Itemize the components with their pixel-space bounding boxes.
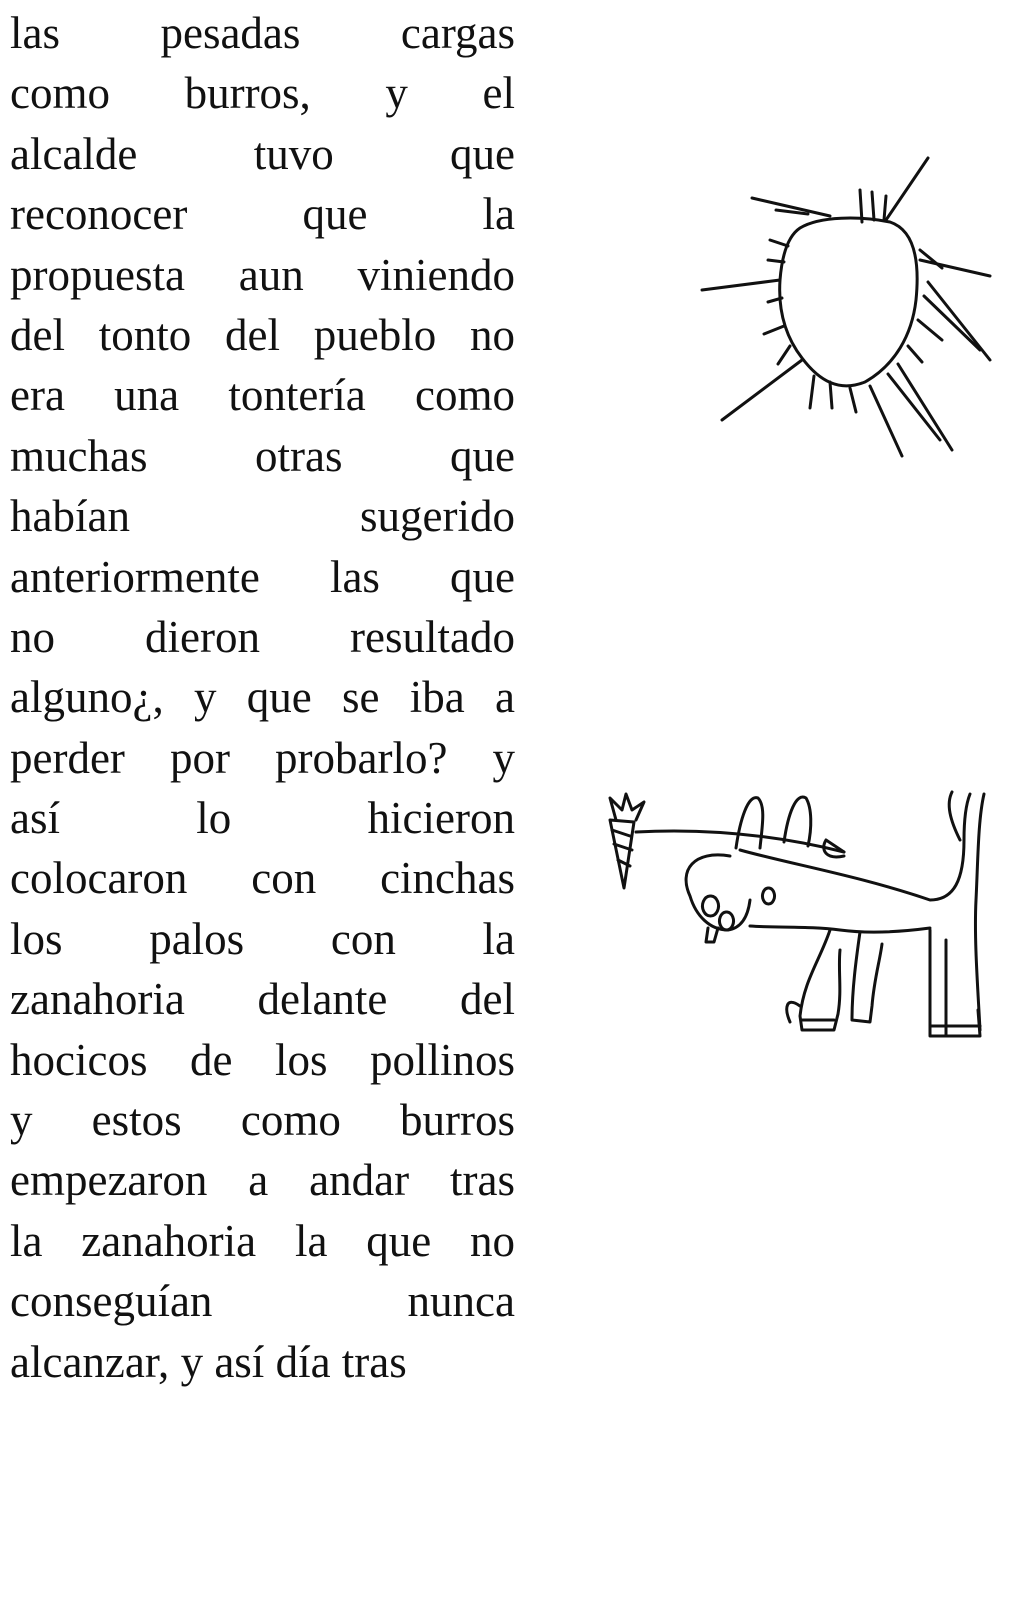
word: pueblo <box>313 309 437 360</box>
text-line <box>10 610 515 670</box>
text-line <box>10 368 515 428</box>
word: burros, <box>184 68 311 119</box>
word: que <box>450 128 515 179</box>
word: tras <box>449 1155 515 1206</box>
word: las <box>10 8 60 58</box>
word: tontería <box>228 370 366 421</box>
word: conseguían <box>10 1276 213 1327</box>
word: la <box>482 913 515 964</box>
word: delante <box>257 974 388 1025</box>
text-line <box>10 972 515 1032</box>
text-line <box>10 791 515 851</box>
word: y <box>492 732 515 783</box>
word: así <box>10 793 60 844</box>
text-line <box>10 248 515 308</box>
word: tuvo <box>253 128 334 179</box>
word: anteriormente <box>10 551 260 602</box>
word: habían <box>10 491 130 542</box>
word: lo <box>196 793 232 844</box>
word: resultado <box>350 611 515 662</box>
word: no <box>469 1215 515 1266</box>
word: nunca <box>407 1276 515 1327</box>
word: del <box>460 974 515 1025</box>
donkey-with-carrot-icon <box>590 780 1010 1070</box>
word: probarlo? <box>275 732 448 783</box>
text-line <box>10 851 515 911</box>
word: las <box>329 551 380 602</box>
word: que <box>450 551 515 602</box>
word: muchas <box>10 430 148 481</box>
text-line <box>10 1274 515 1334</box>
word: zanahoria <box>81 1215 257 1266</box>
text-line <box>10 550 515 610</box>
word: de <box>189 1034 233 1085</box>
text-line <box>10 66 515 126</box>
word: burros <box>400 1095 515 1146</box>
word: propuesta <box>10 249 185 300</box>
word: otras <box>255 430 343 481</box>
text-line <box>10 1033 515 1093</box>
word: la <box>482 189 515 240</box>
word: pollinos <box>369 1034 515 1085</box>
word: zanahoria <box>10 974 185 1025</box>
text-line <box>10 187 515 247</box>
word: la <box>10 1215 43 1266</box>
word: tras <box>341 1336 407 1387</box>
word: aun <box>238 249 304 300</box>
word: y <box>385 68 408 119</box>
text-line <box>10 670 515 730</box>
word: cinchas <box>380 853 515 904</box>
word: viniendo <box>357 249 515 300</box>
word: del <box>10 309 65 360</box>
word: que <box>450 430 515 481</box>
sun-icon <box>690 150 1010 470</box>
text-line <box>10 127 515 187</box>
text-line <box>10 308 515 368</box>
word: alcanzar, <box>10 1336 170 1387</box>
word: empezaron <box>10 1155 208 1206</box>
text-line <box>10 429 515 489</box>
word: por <box>169 732 230 783</box>
text-line <box>10 1153 515 1213</box>
word: a <box>495 672 515 723</box>
text-line <box>10 912 515 972</box>
word: a <box>248 1155 269 1206</box>
text-line <box>10 1214 515 1274</box>
word: la <box>294 1215 328 1266</box>
word: con <box>330 913 396 964</box>
text-line <box>10 489 515 549</box>
word: palos <box>149 913 245 964</box>
word: tonto <box>98 309 192 360</box>
story-text <box>10 6 515 1395</box>
word: hocicos <box>10 1034 148 1085</box>
word: perder <box>10 732 125 783</box>
word: y <box>10 1095 33 1146</box>
word: era <box>10 370 65 421</box>
word: colocaron <box>10 853 188 904</box>
word: día <box>275 1336 331 1387</box>
word: alcalde <box>10 128 138 179</box>
word: reconocer <box>10 189 188 240</box>
word: como <box>240 1095 341 1146</box>
word: se <box>341 672 380 723</box>
word: estos <box>91 1095 182 1146</box>
word: alguno¿, <box>10 672 164 723</box>
word: los <box>274 1034 328 1085</box>
word: hicieron <box>367 793 515 844</box>
text-line <box>10 731 515 791</box>
text-line <box>10 1335 515 1395</box>
word: una <box>114 370 180 421</box>
word: no <box>10 611 55 662</box>
text-line <box>10 6 515 66</box>
word: que <box>302 189 368 240</box>
word: dieron <box>145 611 260 662</box>
word: el <box>482 68 515 119</box>
word: no <box>469 309 515 360</box>
word: los <box>10 913 63 964</box>
word: pesadas <box>160 8 301 58</box>
word: como <box>10 68 110 119</box>
word: y <box>180 1336 204 1387</box>
word: cargas <box>400 8 515 58</box>
text-line <box>10 1093 515 1153</box>
word: que <box>366 1215 432 1266</box>
word: del <box>225 309 280 360</box>
word: como <box>414 370 515 421</box>
word: con <box>251 853 317 904</box>
word: que <box>246 672 312 723</box>
word: así <box>214 1336 265 1387</box>
word: sugerido <box>360 491 515 542</box>
word: iba <box>409 672 465 723</box>
word: andar <box>309 1155 410 1206</box>
word: y <box>193 672 217 723</box>
